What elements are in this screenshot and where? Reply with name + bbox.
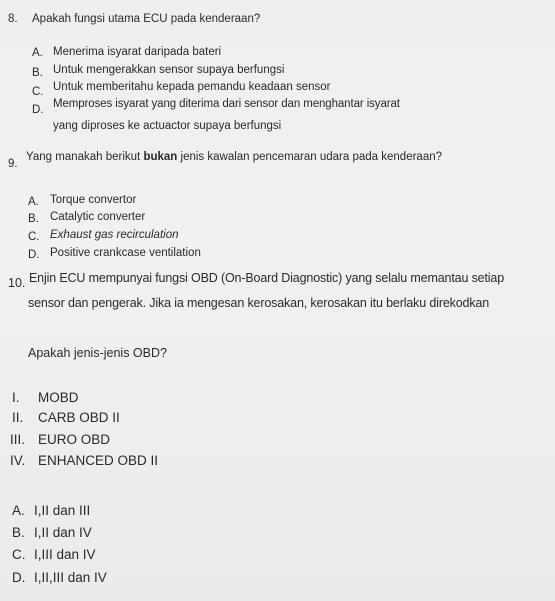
q8-option-a-letter: A. bbox=[32, 47, 43, 59]
q9-option-c-text: Exhaust gas recirculation bbox=[50, 229, 179, 241]
q8-option-d-letter: D. bbox=[32, 104, 44, 116]
q9-option-c-letter: C. bbox=[28, 231, 40, 243]
q10-item-3-numeral: III. bbox=[10, 432, 26, 447]
q8-option-d-continuation: yang diproses ke actuactor supaya berfungsi bbox=[53, 120, 282, 132]
q10-option-b-letter: B. bbox=[12, 525, 25, 540]
q9-option-a-text: Torque convertor bbox=[50, 194, 137, 206]
q10-item-3-text: EURO OBD bbox=[38, 432, 111, 447]
q10-option-a-text: I,II dan III bbox=[34, 503, 91, 518]
q8-option-b-text: Untuk mengerakkan sensor supaya berfungsi bbox=[53, 64, 285, 76]
q9-option-b-text: Catalytic converter bbox=[50, 211, 146, 223]
q8-option-a-text: Menerima isyarat daripada bateri bbox=[53, 46, 222, 58]
q10-option-b-text: I,II dan IV bbox=[34, 525, 92, 540]
q10-option-c-letter: C. bbox=[12, 547, 26, 562]
q9-question bbox=[26, 152, 442, 164]
q10-option-d-letter: D. bbox=[12, 570, 26, 585]
q10-stem-line2: sensor dan pengerak. Jika ia mengesan kerosakan, kerosakan itu berlaku direkodkan bbox=[28, 296, 490, 310]
q9-option-d-letter: D. bbox=[28, 249, 40, 261]
q10-item-2-text: CARB OBD II bbox=[38, 410, 120, 425]
q8-option-d-text: Memproses isyarat yang diterima dari sensor dan menghantar isyarat bbox=[53, 98, 400, 110]
q9-question-emphasis: bukan bbox=[143, 151, 178, 163]
q10-option-c-text: I,III dan IV bbox=[34, 547, 96, 562]
q8-option-c-letter: C. bbox=[32, 86, 44, 98]
q9-question-start: Yang manakah berikut bbox=[26, 151, 141, 163]
q10-stem-line1: Enjin ECU mempunyai fungsi OBD (On-Board Diagnostic) yang selalu memantau setiap bbox=[29, 271, 505, 285]
q8-number: 8. bbox=[8, 13, 18, 25]
q10-option-a-letter: A. bbox=[12, 503, 25, 518]
q10-item-1-text: MOBD bbox=[38, 390, 79, 405]
q8-option-b-letter: B. bbox=[32, 67, 43, 79]
q10-option-d-text: I,II,III dan IV bbox=[34, 570, 107, 585]
q10-item-4-text: ENHANCED OBD II bbox=[38, 453, 159, 468]
q9-number: 9. bbox=[8, 158, 18, 170]
q9-option-b-letter: B. bbox=[28, 213, 39, 225]
q9-question-end: jenis kawalan pencemaran udara pada kenderaan? bbox=[180, 151, 443, 163]
q9-option-a-letter: A. bbox=[28, 196, 39, 208]
q9-option-d-text: Positive crankcase ventilation bbox=[50, 247, 201, 259]
q10-item-1-numeral: I. bbox=[12, 390, 20, 405]
q10-item-2-numeral: II. bbox=[12, 410, 24, 425]
q8-option-c-text: Untuk memberitahu kepada pemandu keadaan sensor bbox=[53, 81, 331, 93]
q10-number: 10. bbox=[8, 276, 26, 290]
q8-question: Apakah fungsi utama ECU pada kenderaan? bbox=[32, 13, 261, 25]
q10-item-4-numeral: IV. bbox=[10, 453, 26, 468]
q10-question: Apakah jenis-jenis OBD? bbox=[28, 346, 167, 360]
